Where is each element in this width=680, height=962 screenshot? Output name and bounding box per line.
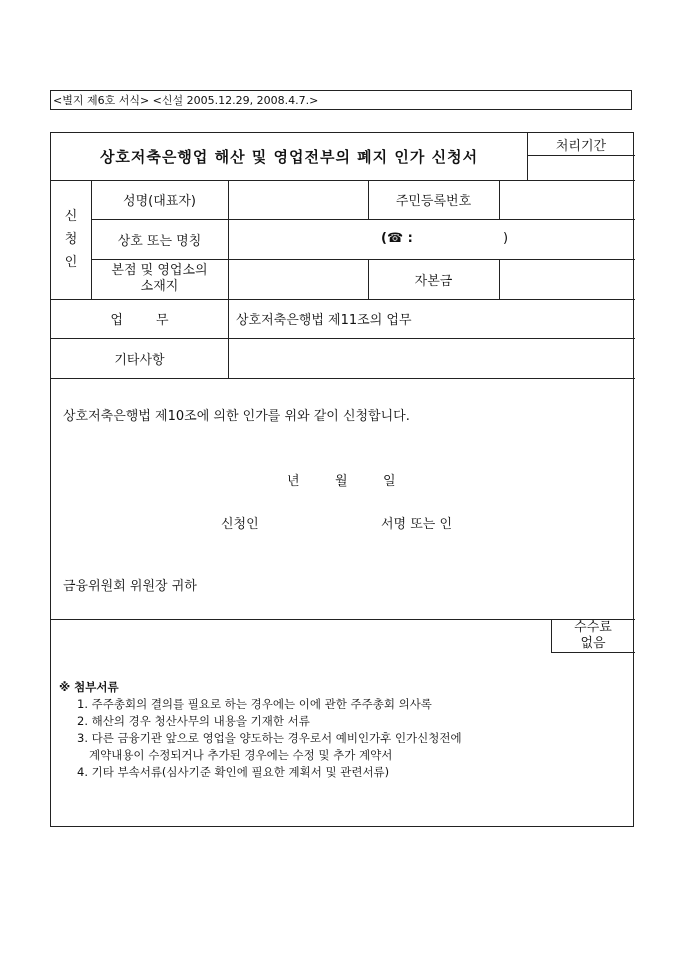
form-title: 상호저축은행업 해산 및 영업전부의 폐지 인가 신청서 <box>99 148 479 166</box>
resident-number-field[interactable] <box>499 180 635 219</box>
applicant-sign-label: 신청인 <box>221 517 259 532</box>
attachment-item: 3. 다른 금융기관 앞으로 영업을 양도하는 경우로서 예비인가후 인가신청전에 <box>77 731 462 745</box>
application-statement: 상호저축은행법 제10조에 의한 인가를 위와 같이 신청합니다. <box>63 409 410 424</box>
signature-label: 서명 또는 인 <box>381 517 453 532</box>
capital-label: 자본금 <box>414 273 453 289</box>
business-field[interactable]: 상호저축은행법 제11조의 업무 <box>236 313 412 328</box>
address-label <box>91 259 228 299</box>
business-label: 업 무 <box>110 313 169 328</box>
attachment-item: 1. 주주총회의 결의를 필요로 하는 경우에는 이에 관한 주주총회 의사록 <box>77 697 432 711</box>
capital-field[interactable] <box>499 259 635 299</box>
form-reference-note: <별지 제6호 서식> <신설 2005.12.29, 2008.4.7.> <box>50 90 632 110</box>
applicant-group-label <box>51 180 91 299</box>
address-label-line-1: 본점 및 영업소의 <box>111 263 208 278</box>
date-year-label: 년 <box>287 474 300 489</box>
phone-open: (☎ : <box>381 231 413 246</box>
address-field[interactable] <box>228 259 368 299</box>
address-label-line-2: 소재지 <box>140 279 179 294</box>
fee-label: 수수료 <box>574 619 612 635</box>
applicant-label-char-3: 인 <box>64 255 78 270</box>
attachments-title: ※ 첨부서류 <box>59 680 119 694</box>
applicant-label-char-2: 청 <box>64 232 78 247</box>
fee-value: 없음 <box>580 635 606 651</box>
other-label: 기타사항 <box>114 352 165 368</box>
company-name-label: 상호 또는 명칭 <box>117 233 202 249</box>
date-day-label: 일 <box>383 474 396 489</box>
processing-period-value[interactable] <box>527 155 635 180</box>
attachment-item: 4. 기타 부속서류(심사기준 확인에 필요한 계획서 및 관련서류) <box>77 765 390 779</box>
resident-number-label: 주민등록번호 <box>395 194 472 209</box>
applicant-label-char-1: 신 <box>64 209 78 224</box>
phone-close: ) <box>503 231 509 246</box>
application-form <box>50 132 634 827</box>
attachment-item: 2. 해산의 경우 청산사무의 내용을 기재한 서류 <box>77 714 310 728</box>
company-name-field[interactable] <box>228 219 635 259</box>
name-field[interactable] <box>228 180 368 219</box>
processing-period-label: 처리기간 <box>555 138 607 154</box>
attachment-item-continued: 계약내용이 수정되거나 추가된 경우에는 수정 및 추가 계약서 <box>89 748 393 762</box>
date-month-label: 월 <box>335 474 348 489</box>
addressee: 금융위원회 위원장 귀하 <box>63 579 197 594</box>
fee-box <box>551 619 635 652</box>
name-label: 성명(대표자) <box>123 194 196 209</box>
other-field[interactable] <box>228 338 635 378</box>
